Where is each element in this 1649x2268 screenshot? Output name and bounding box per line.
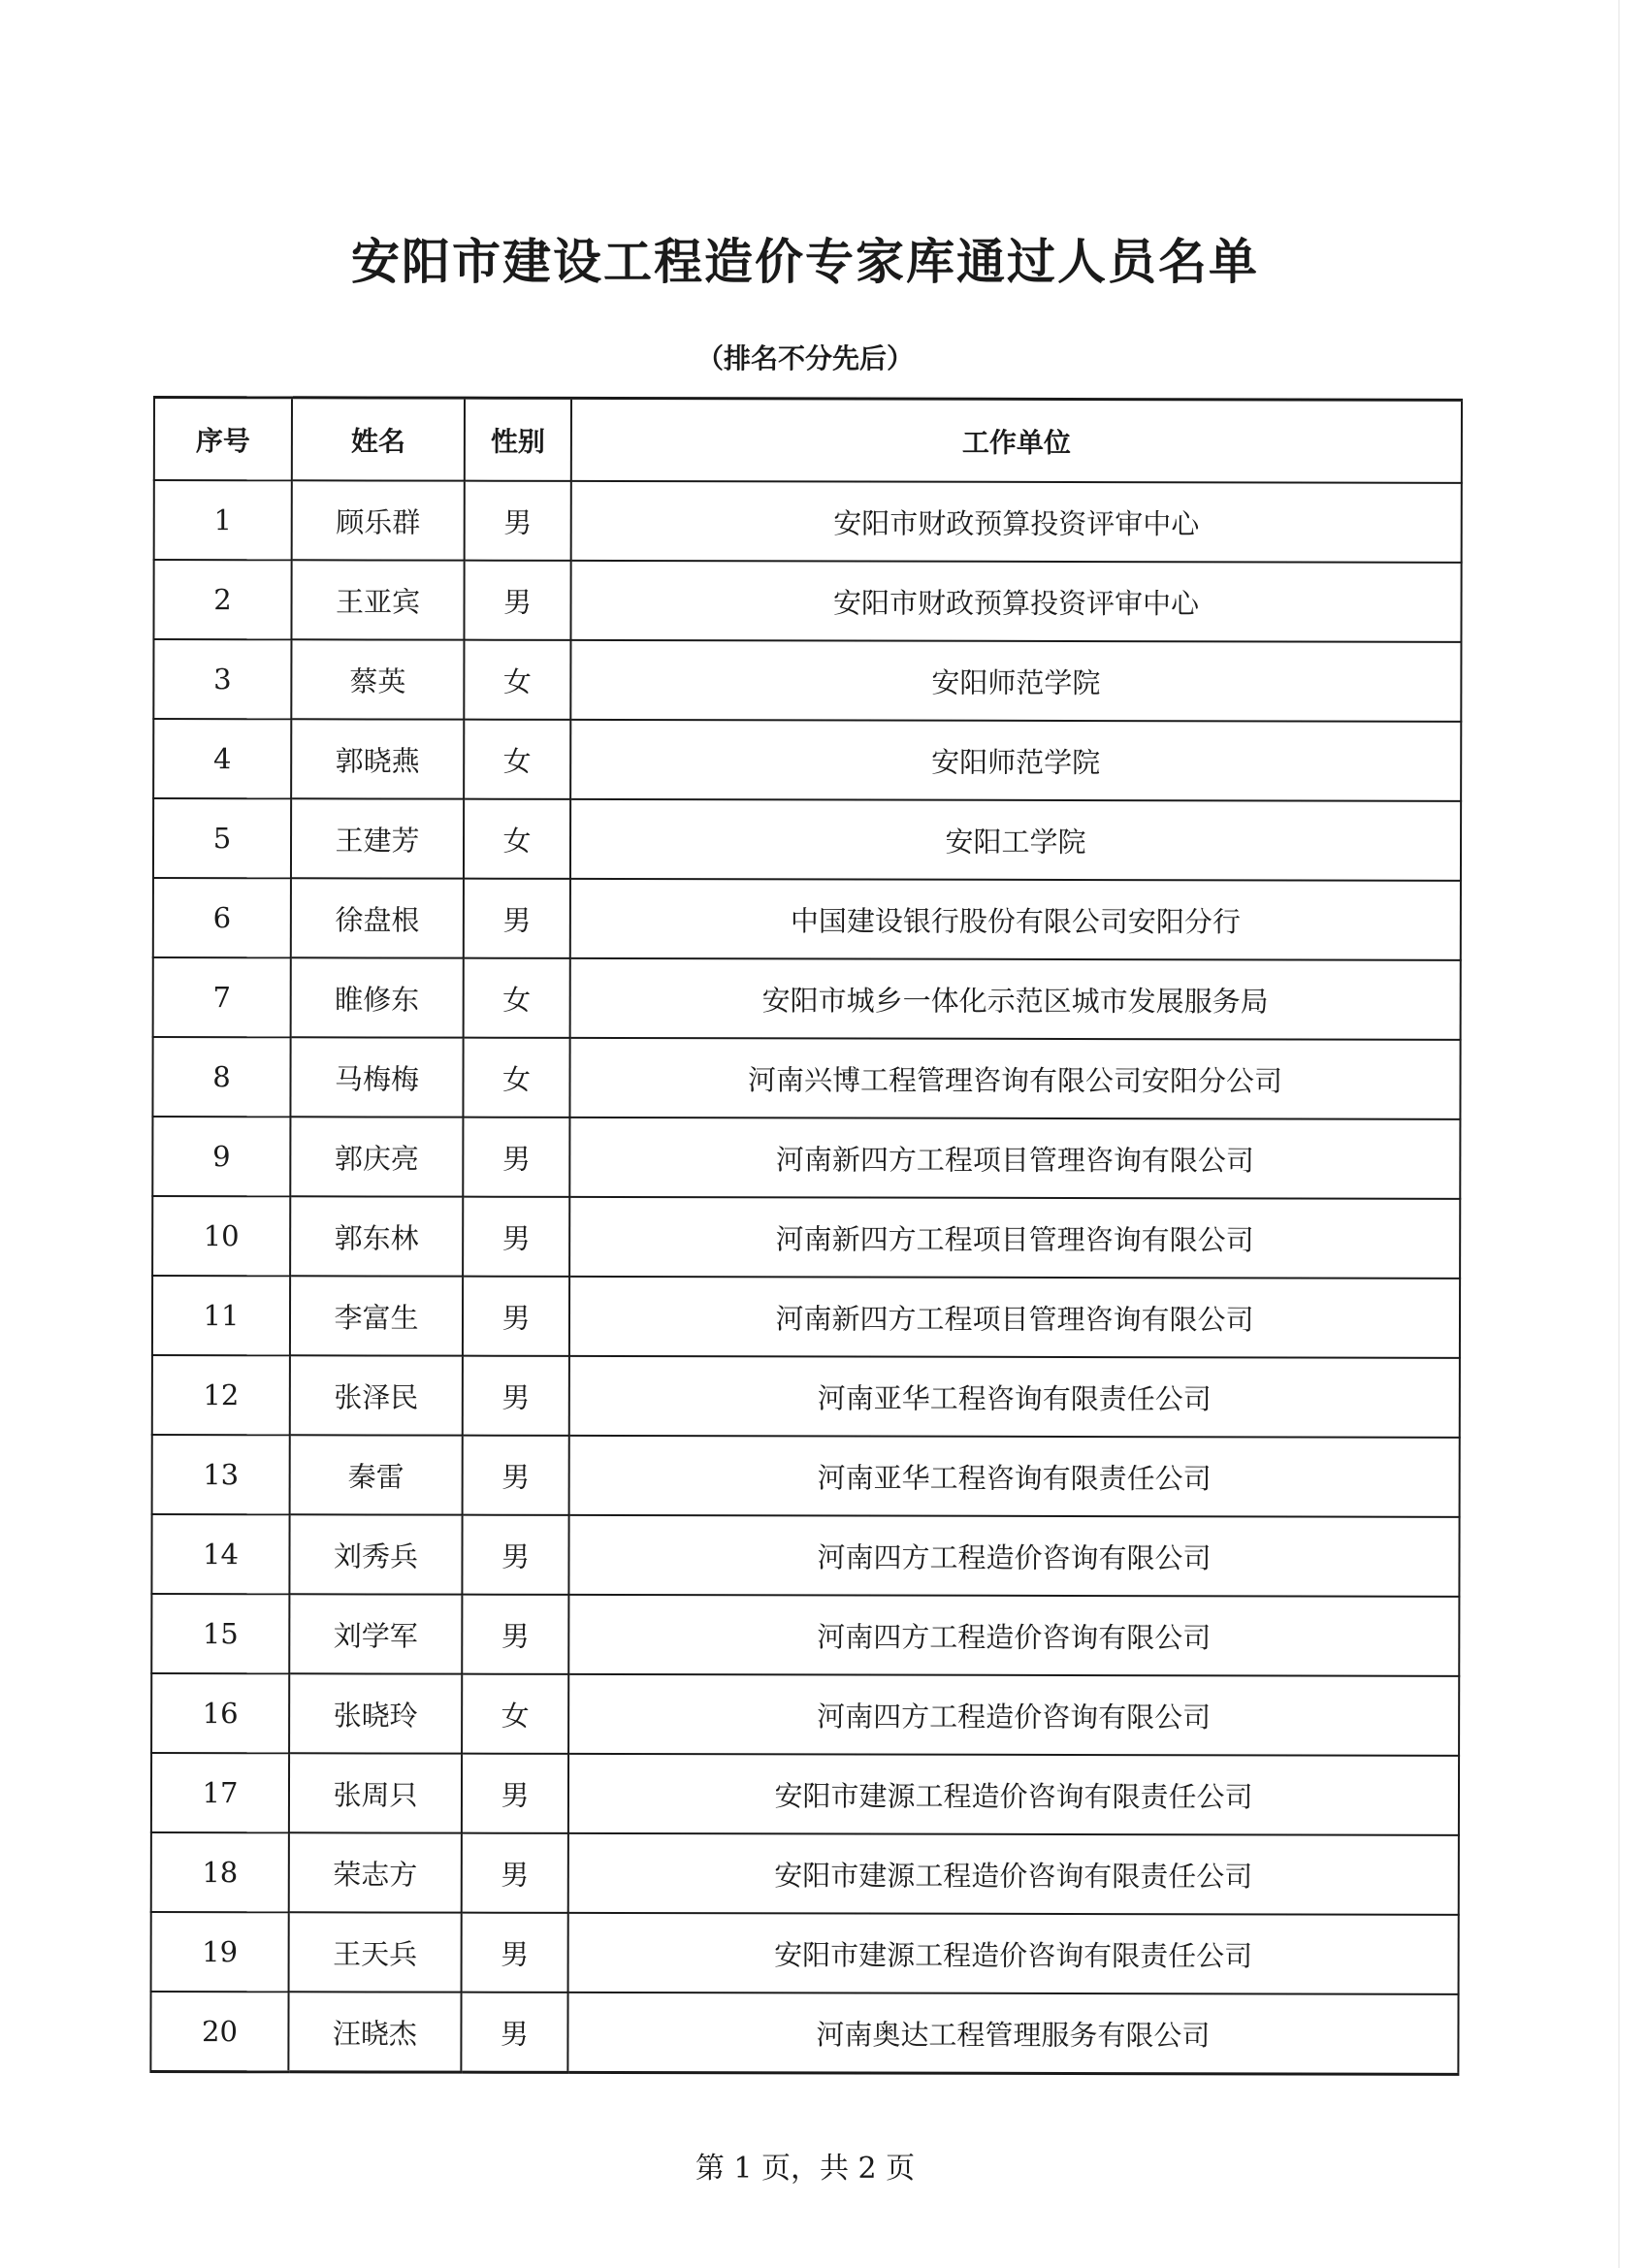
table-row xyxy=(151,1594,1459,1676)
cell-no: 17 xyxy=(151,1753,289,1832)
cell-gender: 男 xyxy=(463,1197,569,1277)
cell-name: 郭晓燕 xyxy=(291,719,464,798)
cell-gender: 女 xyxy=(464,799,570,879)
cell-name: 王天兵 xyxy=(289,1912,462,1992)
cell-org: 河南四方工程造价咨询有限公司 xyxy=(568,1515,1459,1597)
cell-name: 张泽民 xyxy=(290,1355,463,1435)
cell-name: 马梅梅 xyxy=(290,1037,463,1117)
cell-org: 安阳师范学院 xyxy=(570,640,1461,722)
table-row xyxy=(153,878,1461,960)
cell-name: 郭东林 xyxy=(290,1196,463,1276)
table-row xyxy=(152,1117,1460,1199)
cell-name: 刘秀兵 xyxy=(289,1514,462,1594)
table-header-row xyxy=(154,398,1462,483)
cell-name: 郭庆亮 xyxy=(290,1117,463,1196)
table-row xyxy=(154,480,1462,563)
cell-org: 安阳工学院 xyxy=(570,799,1461,881)
page-title: 安阳市建设工程造价专家库通过人员名单 xyxy=(351,234,1259,290)
cell-name: 徐盘根 xyxy=(291,878,464,957)
cell-name: 汪晓杰 xyxy=(288,1992,461,2072)
cell-no: 20 xyxy=(150,1992,288,2072)
cell-no: 6 xyxy=(153,878,291,957)
cell-gender: 男 xyxy=(463,1436,569,1515)
cell-org: 河南新四方工程项目管理咨询有限公司 xyxy=(569,1277,1460,1358)
table-row xyxy=(151,1832,1459,1915)
expert-roster-table xyxy=(149,396,1463,2076)
cell-gender: 女 xyxy=(464,640,570,720)
cell-org: 安阳师范学院 xyxy=(570,720,1461,801)
cell-name: 王亚宾 xyxy=(291,560,464,639)
cell-no: 2 xyxy=(153,560,291,639)
cell-no: 18 xyxy=(151,1832,289,1912)
cell-org: 河南兴博工程管理咨询有限公司安阳分公司 xyxy=(569,1038,1460,1119)
cell-no: 11 xyxy=(152,1276,290,1355)
table-row xyxy=(151,1912,1459,1994)
cell-gender: 男 xyxy=(464,561,570,640)
cell-gender: 男 xyxy=(461,1993,567,2073)
cell-no: 4 xyxy=(153,719,291,798)
cell-no: 14 xyxy=(151,1514,289,1594)
table-row xyxy=(152,1037,1460,1119)
cell-gender: 女 xyxy=(464,720,570,799)
page-footer: 第 1 页，共 2 页 xyxy=(695,2152,916,2186)
cell-org: 中国建设银行股份有限公司安阳分行 xyxy=(570,879,1461,960)
header-gender: 性别 xyxy=(465,398,571,481)
table-row xyxy=(152,1276,1460,1358)
cell-gender: 男 xyxy=(464,879,570,958)
cell-org: 安阳市建源工程造价咨询有限责任公司 xyxy=(568,1913,1459,1994)
cell-gender: 男 xyxy=(462,1515,568,1595)
cell-name: 张晓玲 xyxy=(289,1673,462,1753)
cell-no: 9 xyxy=(152,1117,290,1196)
cell-org: 安阳市城乡一体化示范区城市发展服务局 xyxy=(570,958,1461,1040)
cell-org: 河南奥达工程管理服务有限公司 xyxy=(567,1993,1458,2074)
cell-name: 王建芳 xyxy=(291,798,464,878)
cell-org: 河南新四方工程项目管理咨询有限公司 xyxy=(569,1118,1460,1199)
header-org: 工作单位 xyxy=(571,398,1462,482)
cell-gender: 男 xyxy=(463,1356,569,1436)
cell-org: 河南四方工程造价咨询有限公司 xyxy=(568,1595,1459,1676)
page-subtitle: （排名不分先后） xyxy=(695,342,914,374)
table-body xyxy=(150,480,1461,2074)
table-row xyxy=(153,798,1461,881)
cell-no: 16 xyxy=(151,1673,289,1753)
table-row xyxy=(152,1355,1460,1438)
table-row xyxy=(151,1753,1459,1835)
scan-edge-shadow xyxy=(1618,0,1620,2268)
cell-no: 12 xyxy=(152,1355,290,1435)
cell-name: 秦雷 xyxy=(290,1435,463,1514)
cell-no: 8 xyxy=(152,1037,290,1117)
cell-gender: 男 xyxy=(462,1595,568,1674)
table-row xyxy=(153,719,1461,801)
cell-name: 睢修东 xyxy=(291,957,464,1037)
cell-no: 7 xyxy=(153,957,291,1037)
table-row xyxy=(153,957,1461,1040)
cell-gender: 男 xyxy=(465,481,571,561)
cell-name: 李富生 xyxy=(290,1276,463,1355)
cell-name: 荣志方 xyxy=(289,1832,462,1912)
cell-org: 安阳市财政预算投资评审中心 xyxy=(571,481,1462,563)
cell-no: 15 xyxy=(151,1594,289,1673)
cell-no: 10 xyxy=(152,1196,290,1276)
header-no: 序号 xyxy=(154,398,292,481)
cell-gender: 男 xyxy=(462,1913,568,1993)
cell-org: 安阳市财政预算投资评审中心 xyxy=(570,561,1461,642)
cell-org: 安阳市建源工程造价咨询有限责任公司 xyxy=(568,1754,1459,1835)
header-name: 姓名 xyxy=(292,398,465,481)
table-row xyxy=(152,1435,1460,1517)
cell-gender: 女 xyxy=(464,958,570,1038)
cell-name: 刘学军 xyxy=(289,1594,462,1673)
cell-no: 13 xyxy=(152,1435,290,1514)
cell-org: 河南四方工程造价咨询有限公司 xyxy=(568,1674,1459,1756)
cell-org: 安阳市建源工程造价咨询有限责任公司 xyxy=(568,1833,1459,1915)
table-row xyxy=(151,1673,1459,1756)
table-row xyxy=(150,1992,1458,2074)
cell-gender: 女 xyxy=(462,1674,568,1754)
cell-org: 河南亚华工程咨询有限责任公司 xyxy=(569,1356,1460,1438)
cell-gender: 男 xyxy=(462,1833,568,1913)
cell-name: 张周只 xyxy=(289,1753,462,1832)
cell-org: 河南新四方工程项目管理咨询有限公司 xyxy=(569,1197,1460,1279)
table-row xyxy=(151,1514,1459,1597)
cell-org: 河南亚华工程咨询有限责任公司 xyxy=(569,1436,1460,1517)
cell-no: 19 xyxy=(151,1912,289,1992)
cell-gender: 男 xyxy=(463,1118,569,1197)
table-row xyxy=(153,639,1461,722)
cell-name: 蔡英 xyxy=(291,639,464,719)
table-row xyxy=(152,1196,1460,1279)
table-row xyxy=(153,560,1461,642)
cell-gender: 男 xyxy=(463,1277,569,1356)
cell-name: 顾乐群 xyxy=(292,480,465,560)
cell-no: 1 xyxy=(154,480,292,560)
cell-no: 5 xyxy=(153,798,291,878)
cell-gender: 女 xyxy=(463,1038,569,1118)
cell-gender: 男 xyxy=(462,1754,568,1833)
cell-no: 3 xyxy=(153,639,291,719)
